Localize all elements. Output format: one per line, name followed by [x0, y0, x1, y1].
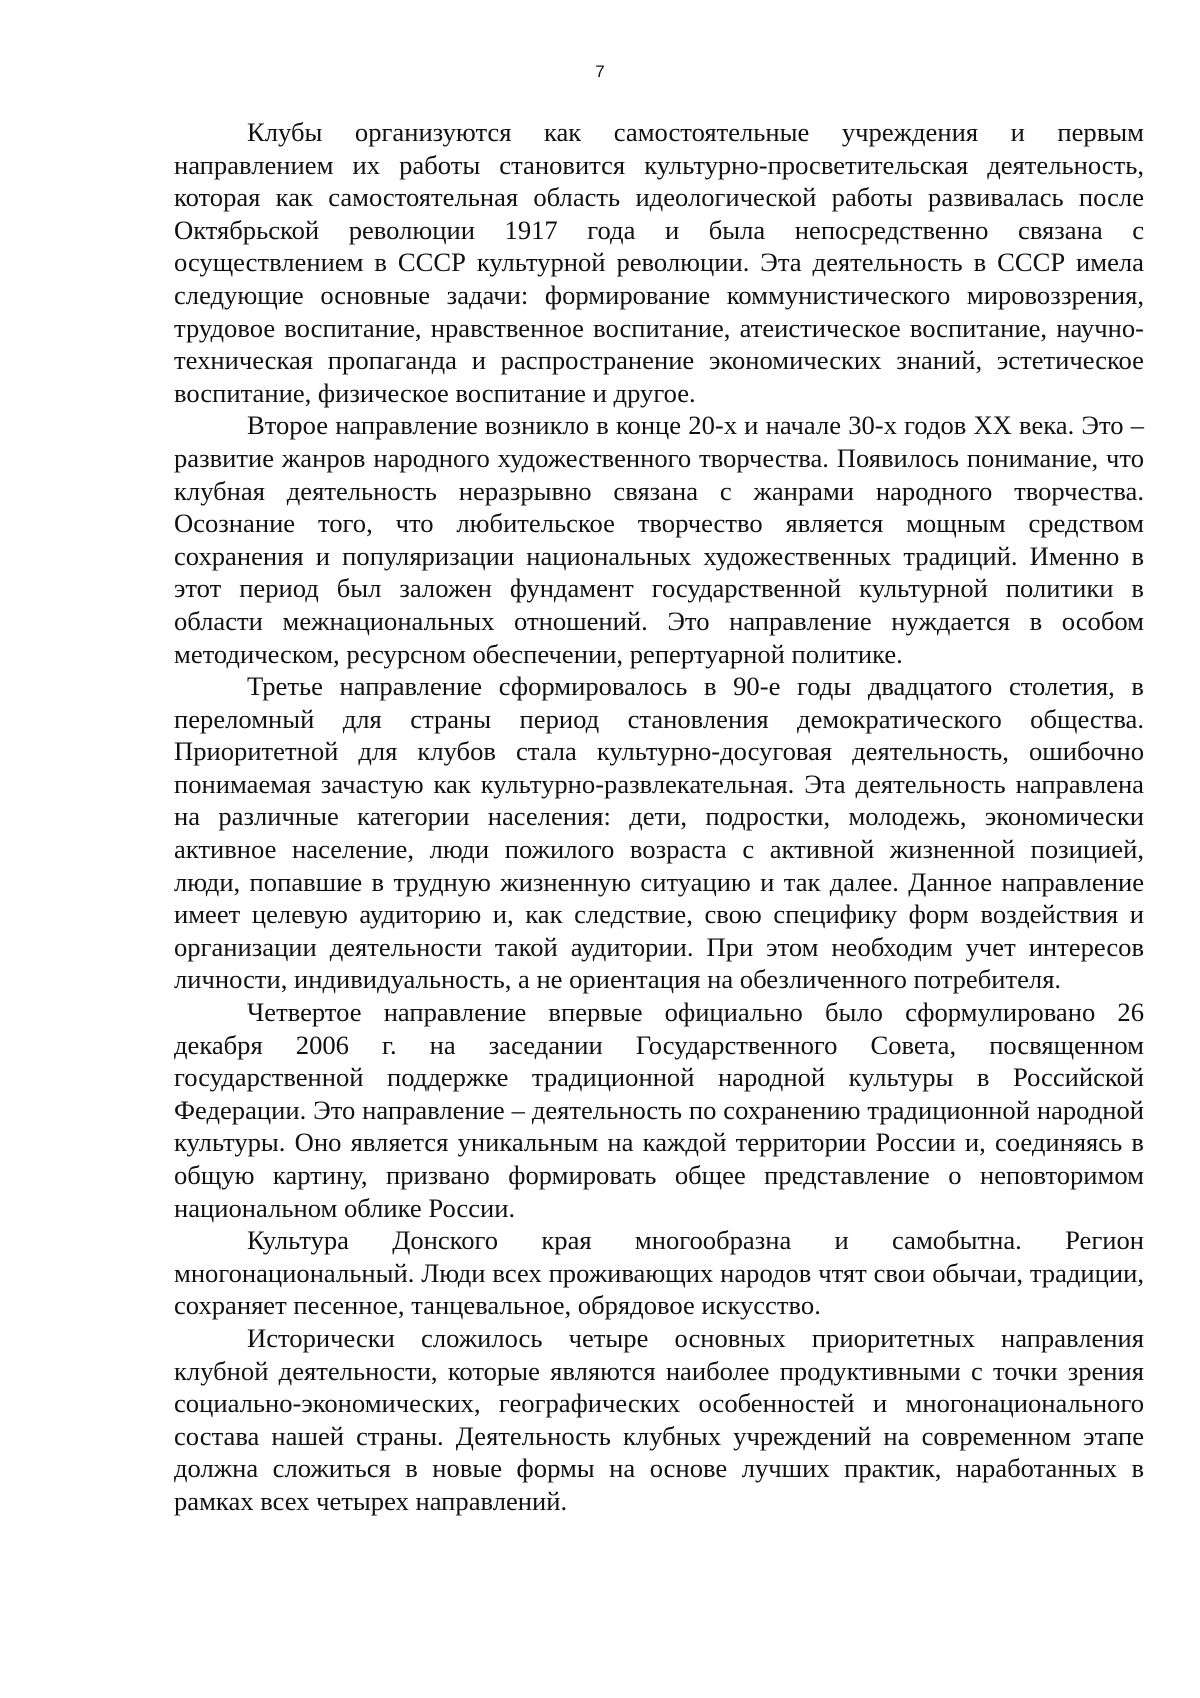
document-body	[174, 116, 1144, 1518]
page-number: 7	[595, 62, 605, 81]
paragraph-clubs-first-direction: Клубы организуются как самостоятельные учреждения и первым направлением их работы становится культурно-просветительская деятельность, которая как самостоятельная область идеологической работы развивалась после Октябрьской революции 1917 года и была непосредственно связана с осуществлением в СССР культурной революции. Эта деятельность в СССР имела следующие основные задачи: формирование коммунистического мировоззрения, трудовое воспитание, нравственное воспитание, атеистическое воспитание, научно-техническая пропаганда и распространение экономических знаний, эстетическое воспитание, физическое воспитание и другое.	[174, 117, 1144, 408]
paragraph-fourth-direction: Четвертое направление впервые официально было сформулировано 26 декабря 2006 г. на заседании Государственного Совета, посвященном государственной поддержке традиционной народной культуры в Российской Федерации. Это направление – деятельность по сохранению традиционной народной культуры. Оно является уникальным на каждой территории России и, соединяясь в общую картину, призвано формировать общее представление о неповторимом национальном облике России.	[174, 997, 1144, 1223]
paragraph-don-culture: Культура Донского края многообразна и самобытна. Регион многонациональный. Люди всех проживающих народов чтят свои обычаи, традиции, сохраняет песенное, танцевальное, обрядовое искусство.	[174, 1225, 1144, 1321]
paragraph-second-direction: Второе направление возникло в конце 20-х и начале 30-х годов XX века. Это – развитие жанров народного художественного творчества. Появилось понимание, что клубная деятельность неразрывно связана с жанрами народного творчества. Осознание того, что любительское творчество является мощным средством сохранения и популяризации национальных художественных традиций. Именно в этот период был заложен фундамент государственной культурной политики в области межнациональных отношений. Это направление нуждается в особом методическом, ресурсном обеспечении, репертуарной политике.	[174, 410, 1144, 669]
paragraph-third-direction: Третье направление сформировалось в 90-е годы двадцатого столетия, в переломный для страны период становления демократического общества. Приоритетной для клубов стала культурно-досуговая деятельность, ошибочно понимаемая зачастую как культурно-развлекательная. Эта деятельность направлена на различные категории населения: дети, подростки, молодежь, экономически активное население, люди пожилого возраста с активной жизненной позицией, люди, попавшие в трудную жизненную ситуацию и так далее. Данное направление имеет целевую аудиторию и, как следствие, свою специфику форм воздействия и организации деятельности такой аудитории. При этом необходим учет интересов личности, индивидуальность, а не ориентация на обезличенного потребителя.	[174, 671, 1144, 995]
paragraph-historical-directions: Исторически сложилось четыре основных приоритетных направления клубной деятельности, которые являются наиболее продуктивными с точки зрения социально-экономических, географических особенностей и многонационального состава нашей страны. Деятельность клубных учреждений на современном этапе должна сложиться в новые формы на основе лучших практик, наработанных в рамках всех четырех направлений.	[174, 1322, 1144, 1516]
